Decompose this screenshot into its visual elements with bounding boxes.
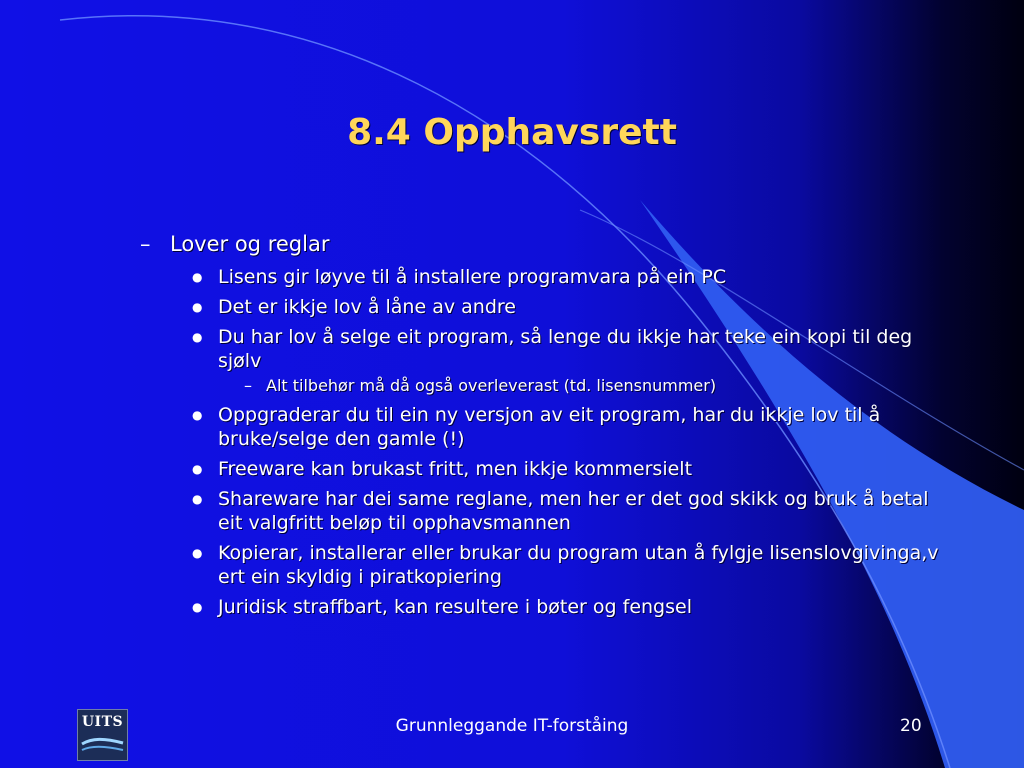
level1-item bbox=[140, 229, 940, 259]
bullet-text: Oppgraderar du til ein ny versjon av eit program, har du ikkje lov til å bruke/selge den gamle (!) bbox=[218, 404, 881, 450]
logo-text: UITS bbox=[81, 714, 124, 730]
bullet-icon: ● bbox=[192, 546, 203, 560]
bullet-icon: ● bbox=[192, 462, 203, 476]
bullet-item bbox=[190, 541, 940, 589]
bullet-icon: ● bbox=[192, 408, 203, 422]
bullet-text: Juridisk straffbart, kan resultere i bøter og fengsel bbox=[218, 596, 692, 618]
dash-marker: – bbox=[140, 232, 151, 256]
bullet-icon: ● bbox=[192, 270, 203, 284]
bullet-text: Lisens gir løyve til å installere programvara på ein PC bbox=[218, 266, 727, 288]
bullet-icon: ● bbox=[192, 492, 203, 506]
slide-content bbox=[140, 229, 940, 619]
bullet-text: Du har lov å selge eit program, så lenge du ikkje har teke ein kopi til deg sjølv bbox=[218, 326, 913, 372]
bullet-item bbox=[190, 595, 940, 619]
bullet-icon: ● bbox=[192, 300, 203, 314]
dash-marker: – bbox=[244, 376, 252, 395]
bullet-item bbox=[190, 457, 940, 481]
bullet-icon: ● bbox=[192, 330, 203, 344]
bullet-item bbox=[190, 265, 940, 289]
bullet-item bbox=[190, 325, 940, 373]
page-number: 20 bbox=[900, 716, 922, 736]
bullet-text: Freeware kan brukast fritt, men ikkje kommersielt bbox=[218, 458, 693, 480]
slide-title: 8.4 Opphavsrett bbox=[347, 112, 677, 153]
bullet-item bbox=[190, 295, 940, 319]
bullet-item bbox=[190, 487, 940, 535]
bullet-text: Det er ikkje lov å låne av andre bbox=[218, 296, 516, 318]
sub-bullet-item bbox=[244, 375, 940, 397]
bullet-icon: ● bbox=[192, 600, 203, 614]
bullet-text: Shareware har dei same reglane, men her er det god skikk og bruk å betal eit valgfritt beløp til opphavsmannen bbox=[218, 488, 929, 534]
sub-bullet-text: Alt tilbehør må då også overleverast (td. lisensnummer) bbox=[266, 376, 717, 395]
bullet-text: Kopierar, installerar eller brukar du program utan å fylgje lisenslovgivinga,v ert ein skyldig i piratkopiering bbox=[218, 542, 939, 588]
bullet-item bbox=[190, 403, 940, 451]
footer-title: Grunnleggande IT-forståing bbox=[395, 716, 629, 736]
level1-text: Lover og reglar bbox=[170, 232, 330, 256]
